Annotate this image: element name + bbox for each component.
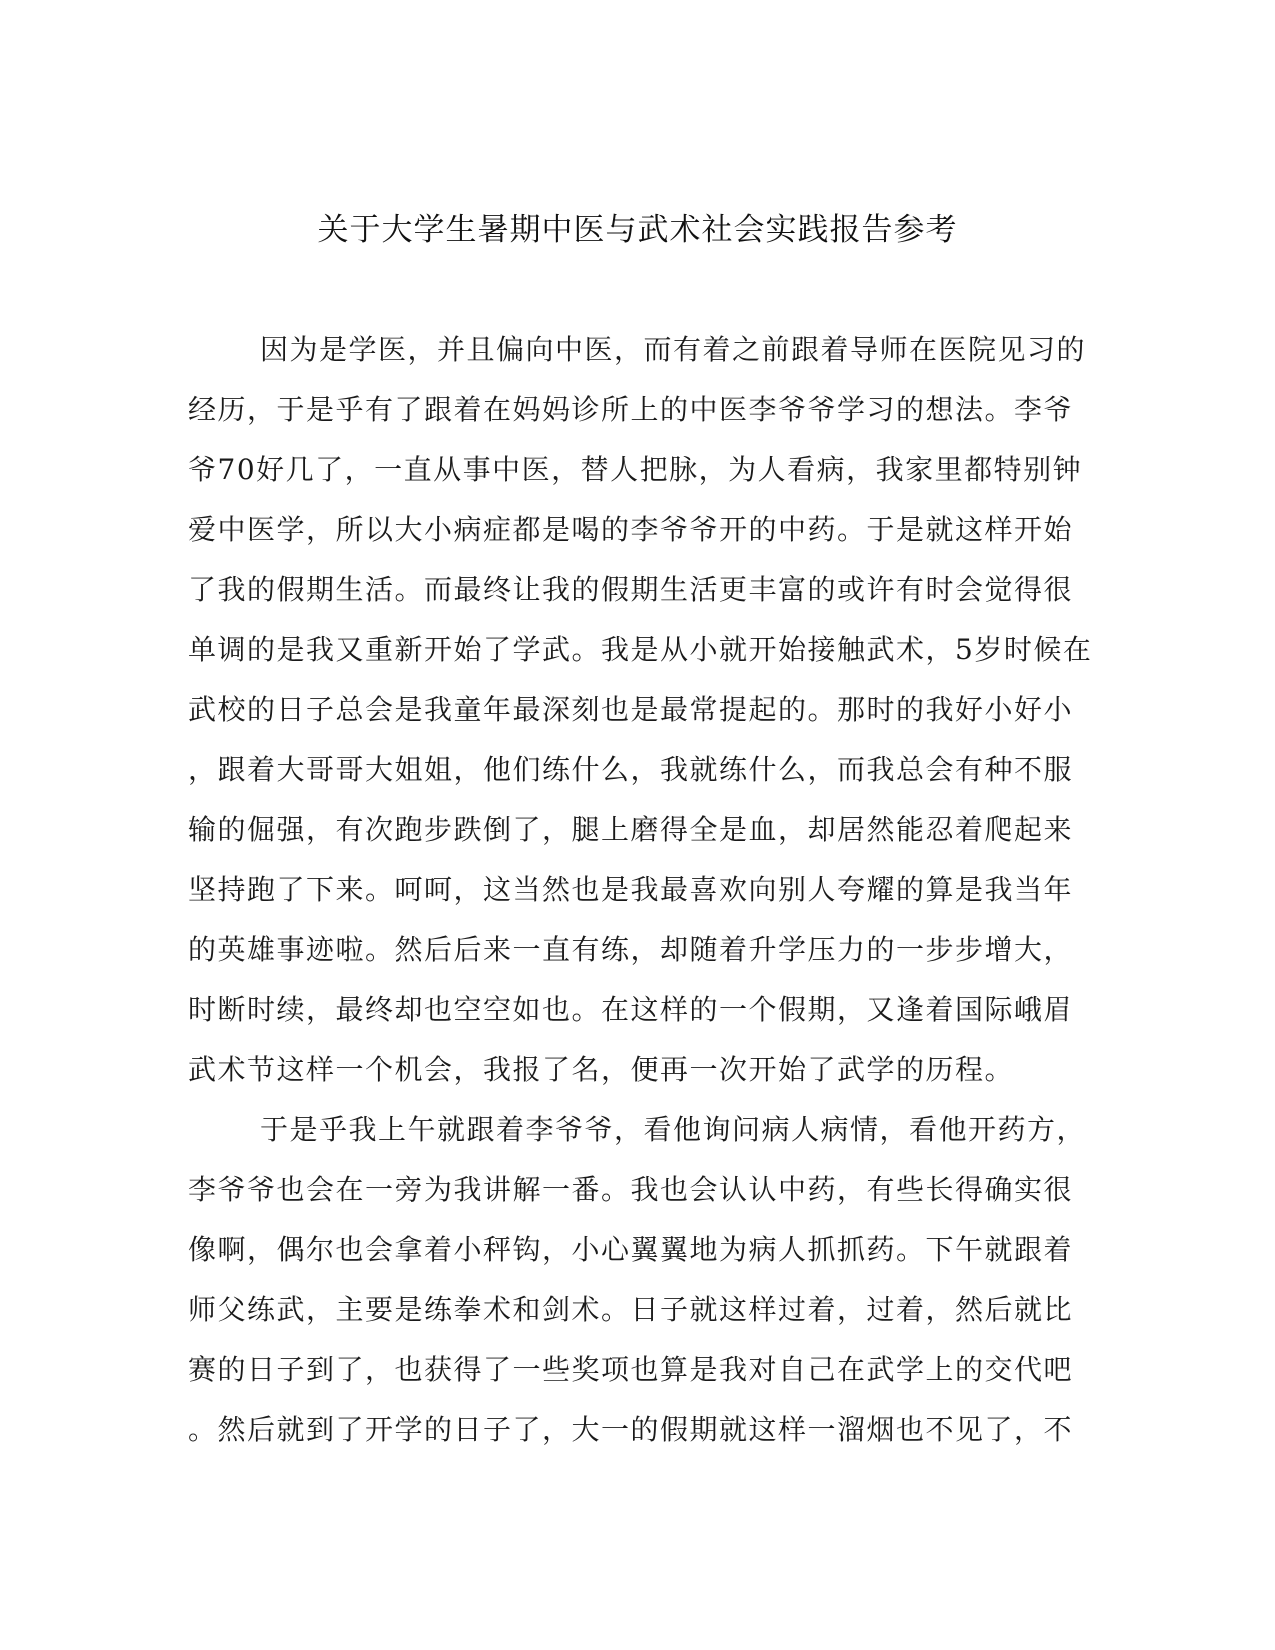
body-line: 于是乎我上午就跟着李爷爷，看他询问病人病情，看他开药方， bbox=[260, 1113, 1087, 1146]
body-line: 爷70好几了，一直从事中医，替人把脉，为人看病，我家里都特别钟 bbox=[188, 453, 1083, 486]
body-line: 李爷爷也会在一旁为我讲解一番。我也会认认中药，有些长得确实很 bbox=[188, 1173, 1074, 1206]
body-line: 坚持跑了下来。呵呵，这当然也是我最喜欢向别人夸耀的算是我当年 bbox=[188, 873, 1074, 906]
body-line: 像啊，偶尔也会拿着小秤钩，小心翼翼地为病人抓抓药。下午就跟着 bbox=[188, 1233, 1074, 1266]
body-line: 的英雄事迹啦。然后后来一直有练，却随着升学压力的一步步增大， bbox=[188, 933, 1074, 966]
document-body bbox=[188, 332, 1093, 1472]
body-line: 赛的日子到了，也获得了一些奖项也算是我对自己在武学上的交代吧 bbox=[188, 1353, 1074, 1386]
body-line: 了我的假期生活。而最终让我的假期生活更丰富的或许有时会觉得很 bbox=[188, 573, 1074, 606]
body-line: 。然后就到了开学的日子了，大一的假期就这样一溜烟也不见了，不 bbox=[188, 1413, 1074, 1446]
body-line: 武术节这样一个机会，我报了名，便再一次开始了武学的历程。 bbox=[188, 1053, 1015, 1086]
body-line: 武校的日子总会是我童年最深刻也是最常提起的。那时的我好小好小 bbox=[188, 693, 1074, 726]
body-line: 单调的是我又重新开始了学武。我是从小就开始接触武术，5岁时候在 bbox=[188, 633, 1093, 666]
body-line: 时断时续，最终却也空空如也。在这样的一个假期，又逢着国际峨眉 bbox=[188, 993, 1074, 1026]
body-line: 师父练武，主要是练拳术和剑术。日子就这样过着，过着，然后就比 bbox=[188, 1293, 1074, 1326]
body-line: ，跟着大哥哥大姐姐，他们练什么，我就练什么，而我总会有种不服 bbox=[188, 753, 1074, 786]
body-line: 爱中医学，所以大小病症都是喝的李爷爷开的中药。于是就这样开始 bbox=[188, 513, 1074, 546]
body-line: 经历，于是乎有了跟着在妈妈诊所上的中医李爷爷学习的想法。李爷 bbox=[188, 393, 1074, 426]
body-line: 输的倔强，有次跑步跌倒了，腿上磨得全是血，却居然能忍着爬起来 bbox=[188, 813, 1074, 846]
document-title: 关于大学生暑期中医与武术社会实践报告参考 bbox=[317, 212, 958, 248]
body-line: 因为是学医，并且偏向中医，而有着之前跟着导师在医院见习的 bbox=[260, 333, 1087, 366]
